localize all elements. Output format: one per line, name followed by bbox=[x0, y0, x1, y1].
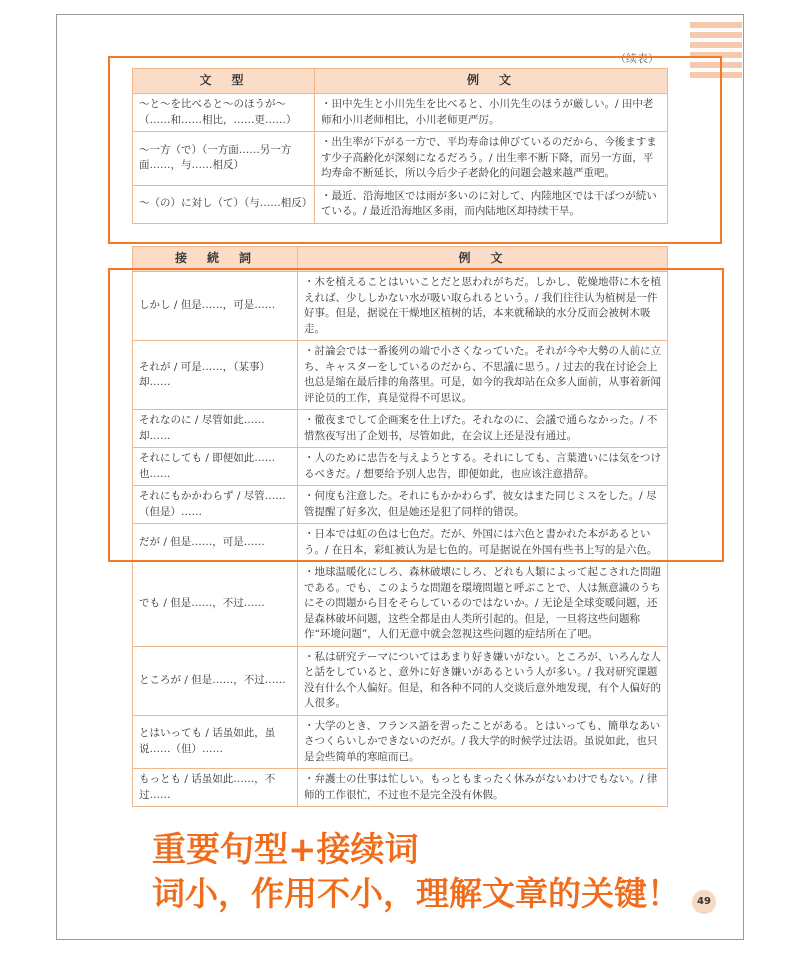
example-cell: ・私は研究テーマについてはあまり好き嫌いがない。ところが、いろんな人と話をしていると、意外に好き嫌いがあるという人が多い。/ 我对研究课题没有什么个人偏好。但是，和各种不同的人交谈后意外地发现，有个人偏好的人很多。 bbox=[298, 646, 668, 715]
highlight-box-patterns bbox=[108, 56, 722, 244]
table-row bbox=[133, 769, 668, 807]
conjunction-cell: それが / 可是……，（某事）却…… bbox=[133, 341, 298, 410]
conjunction-cell: それにもかかわらず / 尽管……（但是）…… bbox=[133, 486, 298, 524]
continued-label: （续表） bbox=[615, 52, 659, 65]
example-cell: ・日本では虹の色は七色だ。だが、外国には六色と書かれた本があるという。/ 在日本，彩虹被认为是七色的。可是据说在外国有些书上写的是六色。 bbox=[298, 524, 668, 562]
example-cell: ・最近、沿海地区では雨が多いのに対して、内陸地区では干ばつが続いている。/ 最近沿海地区多雨，而内陆地区却持续干旱。 bbox=[315, 185, 668, 223]
pattern-header: 文 型 bbox=[133, 69, 315, 94]
table-row bbox=[133, 715, 668, 769]
example-cell: ・弁護士の仕事は忙しい。もっともまったく休みがないわけでもない。/ 律师的工作很忙，不过也不是完全没有休假。 bbox=[298, 769, 668, 807]
example-cell: ・木を植えることはいいことだと思われがちだ。しかし、乾燥地帯に木を植えれば、少ししかない水が吸い取られるという。/ 我们往往认为植树是一件好事。但是，据说在干燥地区植树的话，本来就稀缺的水分反而会被树木吸走。 bbox=[298, 272, 668, 341]
example-cell: ・地球温暖化にしろ、森林破壊にしろ、どれも人類によって起こされた問題である。でも、このような問題を環境問題と呼ぶことで、人は無意識のうちにその問題から目をそらしているのではないか。/ 无论是全球变暖问题，还是森林破坏问题，这些全都是由人类所引起的。但是，一旦将这些问题称作“环境问题”，人们无意中就会忽视这些问题的症结所在了吧。 bbox=[298, 562, 668, 647]
pattern-cell: ～（の）に対し（て）（与……相反） bbox=[133, 185, 315, 223]
caption-title: 重要句型+接续词 bbox=[152, 830, 419, 870]
conjunction-cell: もっとも / 话虽如此……，不过…… bbox=[133, 769, 298, 807]
table-row bbox=[133, 562, 668, 647]
example-header: 例 文 bbox=[315, 69, 668, 94]
example-cell: ・討論会では一番後列の端で小さくなっていた。それが今や大勢の人前に立ち、キャスターをしているのだから、不思議に思う。/ 过去的我在讨论会上也总是缩在最后排的角落里。可是，如今的我却站在众多人面前，从事着新闻评论员的工作，真是觉得不可思议。 bbox=[298, 341, 668, 410]
example-cell: ・大学のとき、フランス語を習ったことがある。とはいっても、簡単なあいさつくらいしかできないのだが。/ 我大学的时候学过法语。虽说如此，也只是会些简单的寒暄而已。 bbox=[298, 715, 668, 769]
conjunction-cell: それなのに / 尽管如此……却…… bbox=[133, 410, 298, 448]
pattern-cell: ～と～を比べると～のほうが～（……和……相比，……更……） bbox=[133, 94, 315, 132]
example-cell: ・何度も注意した。それにもかかわらず、彼女はまた同じミスをした。/ 尽管提醒了好多次，但是她还是犯了同样的错误。 bbox=[298, 486, 668, 524]
conjunction-cell: でも / 但是……，不过…… bbox=[133, 562, 298, 647]
highlight-box-conjunctions bbox=[108, 268, 724, 562]
conjunction-cell: それにしても / 即便如此……也…… bbox=[133, 448, 298, 486]
conjunction-cell: ところが / 但是……，不过…… bbox=[133, 646, 298, 715]
example-cell: ・田中先生と小川先生を比べると、小川先生のほうが厳しい。/ 田中老师和小川老师相比，小川老师更严厉。 bbox=[315, 94, 668, 132]
conjunction-cell: とはいっても / 话虽如此，虽说……（但）…… bbox=[133, 715, 298, 769]
example-cell: ・出生率が下がる一方で、平均寿命は伸びているのだから、今後ますます少子高齢化が深刻になるだろう。/ 出生率不断下降，而另一方面，平均寿命不断延长，所以今后少子老龄化的问题会越来越严重吧。 bbox=[315, 132, 668, 186]
conjunction-header: 接 続 詞 bbox=[133, 247, 298, 272]
example-cell: ・人のために忠告を与えようとする。それにしても、言葉遣いには気をつけるべきだ。/ 想要给予别人忠告，即便如此，也应该注意措辞。 bbox=[298, 448, 668, 486]
page-number: 49 bbox=[692, 890, 716, 914]
pattern-cell: ～一方（で）（一方面……另一方面……，与……相反） bbox=[133, 132, 315, 186]
table-row bbox=[133, 646, 668, 715]
conjunction-cell: だが / 但是……，可是…… bbox=[133, 524, 298, 562]
example-cell: ・徹夜までして企画案を仕上げた。それなのに、会議で通らなかった。/ 不惜熬夜写出了企划书，尽管如此，在会议上还是没有通过。 bbox=[298, 410, 668, 448]
caption-subtitle: 词小，作用不小，理解文章的关键！ bbox=[152, 874, 680, 913]
example-header: 例 文 bbox=[298, 247, 668, 272]
conjunction-cell: しかし / 但是……，可是…… bbox=[133, 272, 298, 341]
